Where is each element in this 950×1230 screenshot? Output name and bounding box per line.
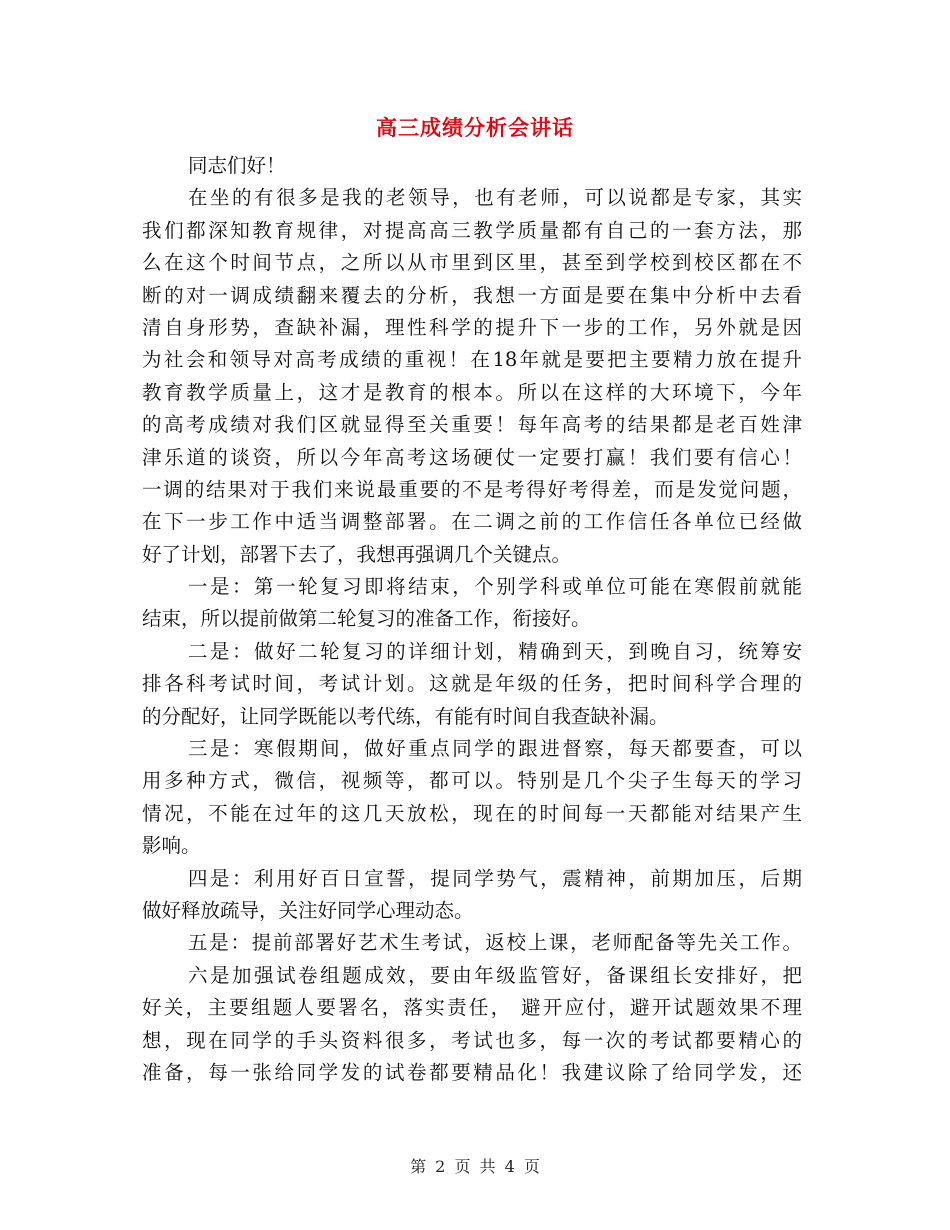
text-line: 影响。: [142, 834, 201, 858]
text-line: 四是：利用好百日宣誓，提同学势气，震精神，前期加压，后期: [188, 866, 802, 890]
text-line: 准备，每一张给同学发的试卷都要精品化！我建议除了给同学发，还: [142, 1060, 802, 1084]
text-line: 为社会和领导对高考成绩的重视！在18年就是要把主要精力放在提升: [142, 348, 802, 372]
text-line: 断的对一调成绩翻来覆去的分析，我想一方面是要在集中分析中去看: [142, 283, 802, 307]
text-line: 五是：提前部署好艺术生考试，返校上课，老师配备等先关工作。: [188, 931, 802, 955]
text-line: 二是：做好二轮复习的详细计划，精确到天，到晚自习，统筹安: [188, 639, 802, 663]
text-line: 结束，所以提前做第二轮复习的准备工作，衔接好。: [142, 607, 591, 631]
text-line: 的分配好，让同学既能以考代练，有能有时间自我查缺补漏。: [142, 704, 669, 728]
text-line: 用多种方式，微信，视频等，都可以。特别是几个尖子生每天的学习: [142, 769, 802, 793]
text-line: 一调的结果对于我们来说最重要的不是考得好考得差，而是发觉问题，: [142, 477, 802, 501]
text-line: 六是加强试卷组题成效，要由年级监管好，备课组长安排好，把: [188, 963, 802, 987]
text-line: 好关，主要组题人要署名，落实责任， 避开应付，避开试题效果不理: [142, 996, 802, 1020]
text-line: 好了计划，部署下去了，我想再强调几个关键点。: [142, 542, 572, 566]
document-body: [142, 150, 802, 1089]
text-line: 做好释放疏导，关注好同学心理动态。: [142, 898, 474, 922]
text-line: 想，现在同学的手头资料很多，考试也多，每一次的考试都要精心的: [142, 1028, 802, 1052]
text-line: 排各科考试时间，考试计划。这就是年级的任务，把时间科学合理的: [142, 672, 802, 696]
text-line: 三是：寒假期间，做好重点同学的跟进督察，每天都要查，可以: [188, 737, 802, 761]
text-line: 清自身形势，查缺补漏，理性科学的提升下一步的工作，另外就是因: [142, 315, 802, 339]
text-line: 么在这个时间节点，之所以从市里到区里，甚至到学校到校区都在不: [142, 251, 802, 275]
text-line: 同志们好！: [188, 154, 286, 177]
page-footer: 第 2 页 共 4 页: [410, 1157, 540, 1176]
text-line: 在下一步工作中适当调整部署。在二调之前的工作信任各单位已经做: [142, 510, 802, 534]
text-line: 一是：第一轮复习即将结束，个别学科或单位可能在寒假前就能: [188, 575, 802, 599]
text-line: 的高考成绩对我们区就显得至关重要！每年高考的结果都是老百姓津: [142, 413, 802, 437]
document-title: 高三成绩分析会讲话: [376, 116, 574, 140]
text-line: 教育教学质量上，这才是教育的根本。所以在这样的大环境下，今年: [142, 380, 802, 404]
text-line: 津乐道的谈资，所以今年高考这场硬仗一定要打赢！我们要有信心！: [142, 445, 802, 469]
text-line: 我们都深知教育规律，对提高高三教学质量都有自己的一套方法，那: [142, 218, 802, 242]
text-line: 情况，不能在过年的这几天放松，现在的时间每一天都能对结果产生: [142, 801, 802, 825]
text-line: 在坐的有很多是我的老领导，也有老师，可以说都是专家，其实: [188, 186, 802, 210]
